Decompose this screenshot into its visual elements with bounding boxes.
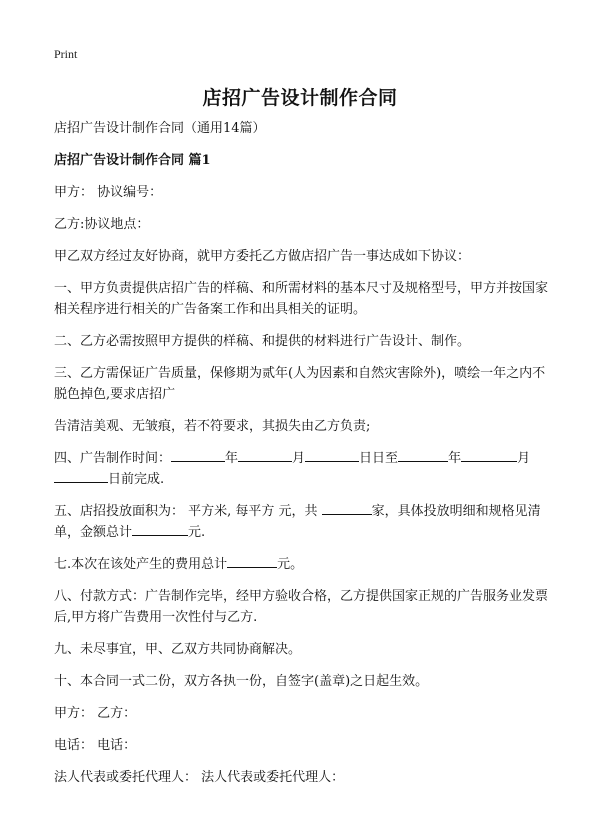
- paragraph-clause-3: 三、乙方需保证广告质量，保修期为贰年(人为因素和自然灾害除外)，喷绘一年之内不脱色掉色,要求店招广: [54, 366, 546, 402]
- blank-line: [322, 501, 372, 515]
- print-link[interactable]: Print: [54, 47, 78, 61]
- clause-7-unit: 元。: [277, 557, 304, 572]
- blank-line: [238, 448, 292, 462]
- blank-line: [227, 554, 277, 568]
- paragraph-agreement-intro: 甲乙双方经过友好协商，就甲方委托乙方做店招广告一事达成如下协议：: [54, 249, 471, 264]
- section-heading: 店招广告设计制作合同 篇1: [54, 153, 211, 168]
- paragraph-clause-9: 九、未尽事宜，甲、乙双方共同协商解决。: [54, 642, 302, 657]
- clause-4-month-2: 月: [517, 451, 531, 466]
- blank-line: [398, 448, 448, 462]
- paragraph-clause-7: [54, 554, 550, 575]
- clause-5-area: 五、店招投放面积为： 平方米, 每平方 元，共: [54, 504, 322, 519]
- clause-4-year-2: 年: [448, 451, 462, 466]
- clause-5-detail: 家，具体投放明细和规格见清单，金额总计: [54, 504, 541, 540]
- paragraph-party-b: 乙方:协议地点：: [54, 217, 150, 232]
- clause-7-total: 七.本次在该处产生的费用总计: [54, 557, 228, 572]
- clause-4-year: 年: [225, 451, 239, 466]
- paragraph-clause-8: 八、付款方式：广告制作完毕，经甲方验收合格，乙方提供国家正规的广告服务业发票后,甲方将广告费用一次性付与乙方.: [54, 589, 549, 625]
- paragraph-clause-2: 二、乙方必需按照甲方提供的样稿、和提供的材料进行广告设计、制作。: [54, 334, 471, 349]
- document-body: [54, 118, 550, 799]
- signature-representatives: 法人代表或委托代理人： 法人代表或委托代理人：: [54, 770, 345, 785]
- blank-line: [54, 469, 108, 483]
- clause-4-label: 四、广告制作时间：: [54, 451, 172, 466]
- clause-4-day-to: 日日至: [359, 451, 399, 466]
- paragraph-clause-4: [54, 448, 550, 490]
- clause-5-unit: 元.: [188, 525, 206, 540]
- paragraph-party-a: 甲方： 协议编号：: [54, 185, 163, 200]
- blank-line: [461, 448, 517, 462]
- blank-line: [305, 448, 359, 462]
- clause-4-month: 月: [292, 451, 306, 466]
- paragraph-clause-10: 十、本合同一式二份，双方各执一份，自签字(盖章)之日起生效。: [54, 674, 429, 689]
- paragraph-clause-1: 一、甲方负责提供店招广告的样稿、和所需材料的基本尺寸及规格型号，甲方并按国家相关程序进行相关的广告备案工作和出具相关的证明。: [54, 281, 549, 317]
- signature-phones: 电话： 电话：: [54, 738, 137, 753]
- document-title: 店招广告设计制作合同: [202, 87, 398, 109]
- blank-line: [171, 448, 225, 462]
- blank-line: [132, 522, 188, 536]
- paragraph-clause-5: [54, 501, 550, 543]
- clause-4-complete: 日前完成.: [108, 472, 165, 487]
- document-subtitle: 店招广告设计制作合同（通用14篇）: [54, 121, 266, 136]
- signature-parties: 甲方： 乙方：: [54, 706, 137, 721]
- paragraph-clause-3-cont: 告清洁美观、无皱痕，若不符要求，其损失由乙方负责;: [54, 419, 371, 434]
